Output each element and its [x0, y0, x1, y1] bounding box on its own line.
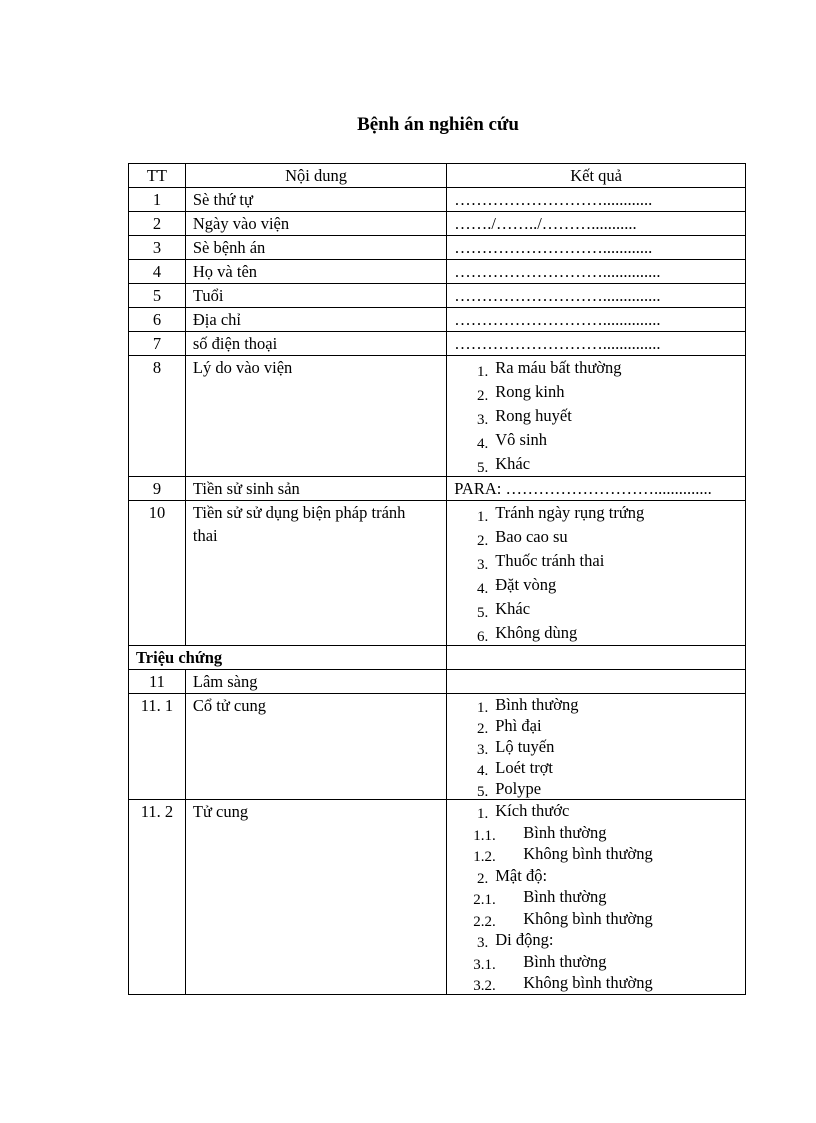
row-number: 10 — [129, 501, 186, 646]
option-item — [447, 621, 745, 645]
row-number: 1 — [129, 188, 186, 212]
section-heading: Triệu chứng — [129, 646, 447, 670]
row-label: Địa chỉ — [185, 308, 446, 332]
option-item — [447, 972, 745, 994]
option-label: Không dùng — [495, 623, 578, 642]
option-item — [447, 694, 745, 715]
row-number: 3 — [129, 236, 186, 260]
option-number: 2. — [477, 388, 489, 404]
table-row-10 — [129, 501, 746, 646]
option-item — [447, 843, 745, 865]
option-number: 2. — [477, 533, 489, 549]
row-label: Sè bệnh án — [185, 236, 446, 260]
option-number: 5. — [477, 460, 489, 476]
option-label: Kích thước — [495, 801, 570, 820]
page-title: Bệnh án nghiên cứu — [357, 114, 519, 135]
option-number: 5. — [477, 605, 489, 621]
option-label: Phì đại — [495, 716, 542, 735]
table-row-4 — [129, 260, 746, 284]
option-item — [447, 356, 745, 380]
option-item — [447, 525, 745, 549]
option-item — [447, 908, 745, 930]
header-tt: TT — [129, 164, 186, 188]
row-number: 11. 1 — [129, 694, 186, 800]
row-label: Tuổi — [185, 284, 446, 308]
option-number: 1.2. — [473, 849, 496, 865]
option-number: 3.1. — [473, 956, 496, 973]
table-row-11-2 — [129, 800, 746, 995]
row-label: Tử cung — [185, 800, 446, 995]
table-row-7 — [129, 332, 746, 356]
table-row-11 — [129, 670, 746, 694]
option-item — [447, 597, 745, 621]
option-item — [447, 452, 745, 476]
row-number: 7 — [129, 332, 186, 356]
research-record-table — [128, 163, 746, 995]
option-label: Không bình thường — [523, 973, 653, 992]
row-value: PARA: ……………………….............. — [447, 477, 746, 501]
options-cell — [447, 356, 746, 477]
row-number: 6 — [129, 308, 186, 332]
option-number: 3.2. — [473, 978, 496, 994]
row-value: ……………………….............. — [447, 284, 746, 308]
row-value: ……./……../………........... — [447, 212, 746, 236]
option-item — [447, 380, 745, 404]
option-item — [447, 886, 745, 908]
option-number: 1. — [477, 364, 489, 380]
option-number: 4. — [477, 763, 489, 779]
option-label: Bình thường — [523, 887, 607, 906]
row-number: 11 — [129, 670, 186, 694]
table-row-11-1 — [129, 694, 746, 800]
option-list — [447, 501, 745, 645]
options-cell — [447, 694, 746, 800]
option-number: 4. — [477, 581, 489, 597]
option-label: Vô sinh — [495, 430, 548, 449]
option-number: 3. — [477, 412, 489, 428]
option-number: 6. — [477, 629, 489, 645]
row-label: Ngày vào viện — [185, 212, 446, 236]
option-label: Polype — [495, 779, 542, 798]
row-number: 4 — [129, 260, 186, 284]
option-item — [447, 778, 745, 799]
option-label: Không bình thường — [523, 908, 653, 928]
option-number: 1. — [477, 806, 489, 822]
row-label: Sè thứ tự — [185, 188, 446, 212]
option-item — [447, 736, 745, 757]
option-label: Đặt vòng — [495, 575, 557, 594]
header-result: Kết quả — [447, 164, 746, 188]
option-item — [447, 757, 745, 778]
table-row-8 — [129, 356, 746, 477]
option-number: 2.1. — [473, 892, 496, 908]
option-label: Lộ tuyến — [495, 737, 555, 756]
option-item — [447, 549, 745, 573]
row-value: ……………………….............. — [447, 308, 746, 332]
row-label: Lâm sàng — [185, 670, 446, 694]
option-list — [447, 800, 745, 994]
option-item — [447, 865, 745, 887]
table-header-row — [129, 164, 746, 188]
table-row-9 — [129, 477, 746, 501]
row-value: ………………………............ — [447, 236, 746, 260]
option-number: 4. — [477, 436, 489, 452]
option-number: 1. — [477, 509, 489, 525]
option-item — [447, 404, 745, 428]
options-cell — [447, 800, 746, 995]
section-row — [129, 646, 746, 670]
option-label: Thuốc tránh thai — [495, 551, 605, 570]
row-label: Họ và tên — [185, 260, 446, 284]
table-row-6 — [129, 308, 746, 332]
option-number: 5. — [477, 784, 489, 800]
option-number: 1. — [477, 700, 489, 716]
option-item — [447, 822, 745, 844]
option-list — [447, 356, 745, 476]
row-label: Tiền sử sử dụng biện pháp tránh thai — [185, 501, 446, 646]
option-item — [447, 501, 745, 525]
option-list — [447, 694, 745, 799]
option-label: Ra máu bất thường — [495, 358, 622, 377]
empty-cell — [447, 670, 746, 694]
row-number: 8 — [129, 356, 186, 477]
options-cell — [447, 501, 746, 646]
row-label: Tiền sử sinh sản — [185, 477, 446, 501]
option-number: 2.2. — [473, 913, 496, 930]
row-number: 9 — [129, 477, 186, 501]
option-label: Tránh ngày rụng trứng — [495, 503, 645, 522]
option-number: 3. — [477, 557, 489, 573]
option-item — [447, 929, 745, 951]
option-number: 1.1. — [473, 827, 496, 844]
option-number: 2. — [477, 870, 489, 887]
option-number: 2. — [477, 721, 489, 737]
option-label: Bình thường — [523, 951, 607, 971]
header-content: Nội dung — [185, 164, 446, 188]
row-number: 2 — [129, 212, 186, 236]
option-label: Loét trợt — [495, 758, 553, 777]
option-label: Bao cao su — [495, 527, 568, 546]
table-row-2 — [129, 212, 746, 236]
row-number: 11. 2 — [129, 800, 186, 995]
option-label: Không bình thường — [523, 844, 653, 863]
option-label: Bình thường — [523, 822, 607, 842]
option-label: Khác — [495, 454, 531, 473]
option-label: Mật độ: — [495, 865, 548, 885]
option-label: Rong huyết — [495, 406, 572, 425]
table-row-1 — [129, 188, 746, 212]
row-number: 5 — [129, 284, 186, 308]
row-value: ………………………............ — [447, 188, 746, 212]
option-label: Di động: — [495, 930, 554, 949]
option-label: Bình thường — [495, 695, 579, 714]
option-number: 3. — [477, 935, 489, 951]
row-value: ……………………….............. — [447, 260, 746, 284]
option-item — [447, 715, 745, 736]
table-row-3 — [129, 236, 746, 260]
option-label: Khác — [495, 599, 531, 618]
option-item — [447, 428, 745, 452]
row-value: ……………………….............. — [447, 332, 746, 356]
option-number: 3. — [477, 742, 489, 758]
option-label: Rong kinh — [495, 382, 565, 401]
row-label: Lý do vào viện — [185, 356, 446, 477]
table-row-5 — [129, 284, 746, 308]
option-item — [447, 951, 745, 973]
row-label: Cổ tử cung — [185, 694, 446, 800]
row-label: số điện thoại — [185, 332, 446, 356]
empty-cell — [447, 646, 746, 670]
option-item — [447, 573, 745, 597]
option-item — [447, 800, 745, 822]
